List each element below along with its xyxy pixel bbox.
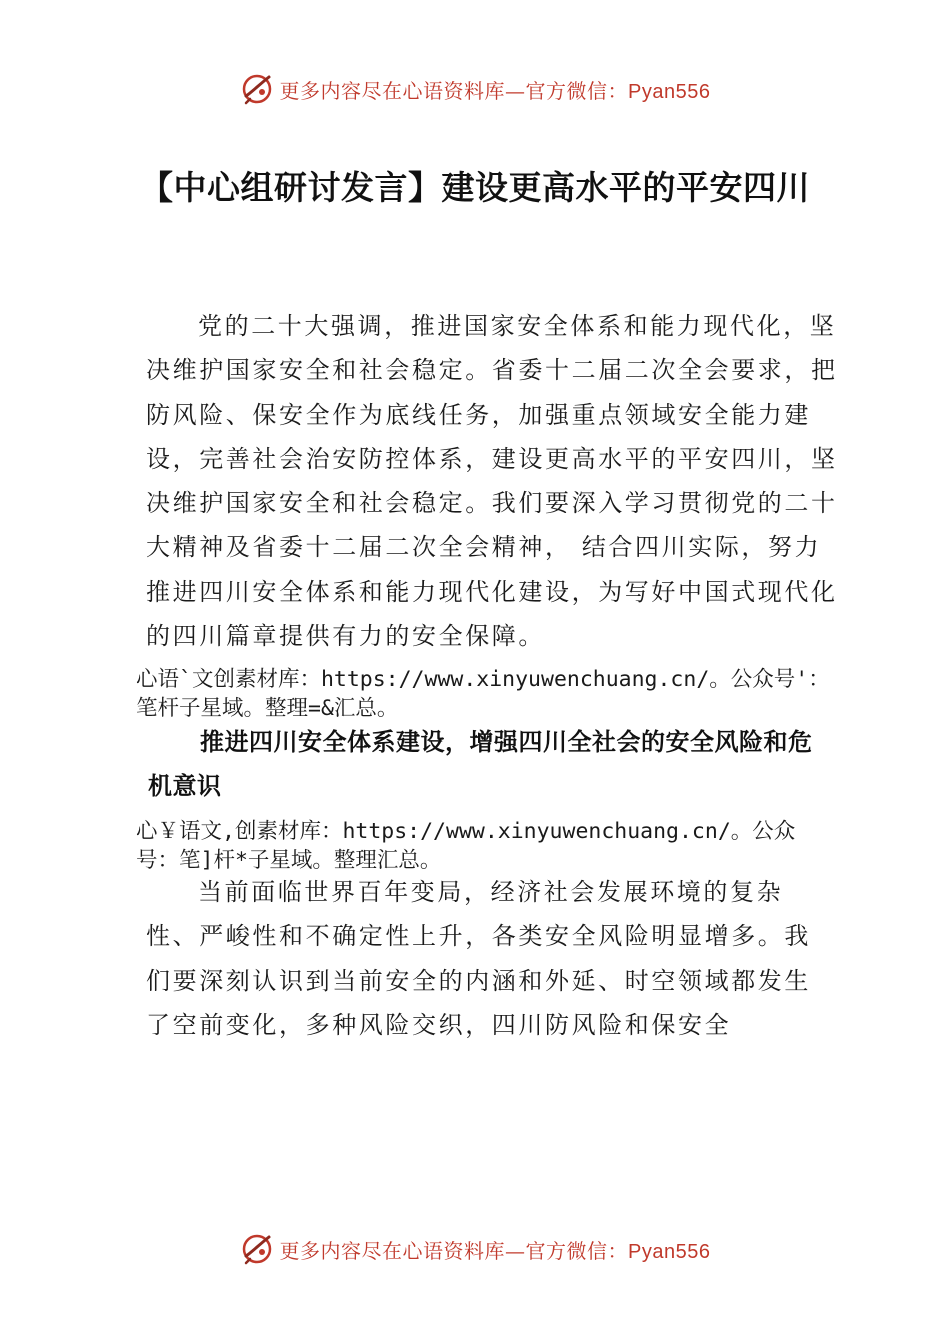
paragraph-2: [146, 870, 816, 1047]
header-banner-wechat: Pyan556: [628, 80, 711, 103]
footer-banner: [0, 1232, 950, 1266]
paragraph-2-text: 当前面临世界百年变局，经济社会发展环境的复杂性、严峻性和不确定性上升，各类安全风险明显增多。我们要深刻认识到当前安全的内涵和外延、时空领域都发生了空前变化，多种风险交织，四川防风险和保安全: [146, 878, 811, 1039]
paragraph-1-text: 党的二十大强调，推进国家安全体系和能力现代化，坚决维护国家安全和社会稳定。省委十二届二次全会要求，把防风险、保安全作为底线任务，加强重点领域安全能力建设，完善社会治安防控体系，建设更高水平的平安四川，坚决维护国家安全和社会稳定。我们要深入学习贯彻党的二十大精神及省委十二届二次全会精神， 结合四川实际，努力推进四川安全体系和能力现代化建设，为写好中国式现代化的四川篇章提供有力的安全保障。: [146, 312, 838, 651]
paragraph-1: [146, 304, 846, 658]
logo-icon: [240, 1232, 274, 1266]
footer-banner-wechat: Pyan556: [628, 1240, 711, 1263]
document-title: 【中心组研讨发言】建设更高水平的平安四川: [140, 168, 810, 207]
footer-banner-text: 更多内容尽在心语资料库—官方微信：: [279, 1238, 629, 1263]
watermark-note-2: 心￥语文,创素材库：https://www.xinyuwenchuang.cn/。公众号：笔]杆*子星域。整理汇总。: [136, 819, 796, 873]
logo-icon: [240, 72, 274, 106]
section-heading: [148, 720, 828, 808]
watermark-note-1: 心语`文创素材库：https://www.xinyuwenchuang.cn/。公众号'：笔杆子星域。整理=&汇总。: [136, 667, 830, 721]
section-heading-text: 推进四川安全体系建设，增强四川全社会的安全风险和危机意识: [148, 728, 813, 800]
header-banner-text: 更多内容尽在心语资料库—官方微信：: [279, 78, 629, 103]
header-banner: [0, 72, 950, 106]
